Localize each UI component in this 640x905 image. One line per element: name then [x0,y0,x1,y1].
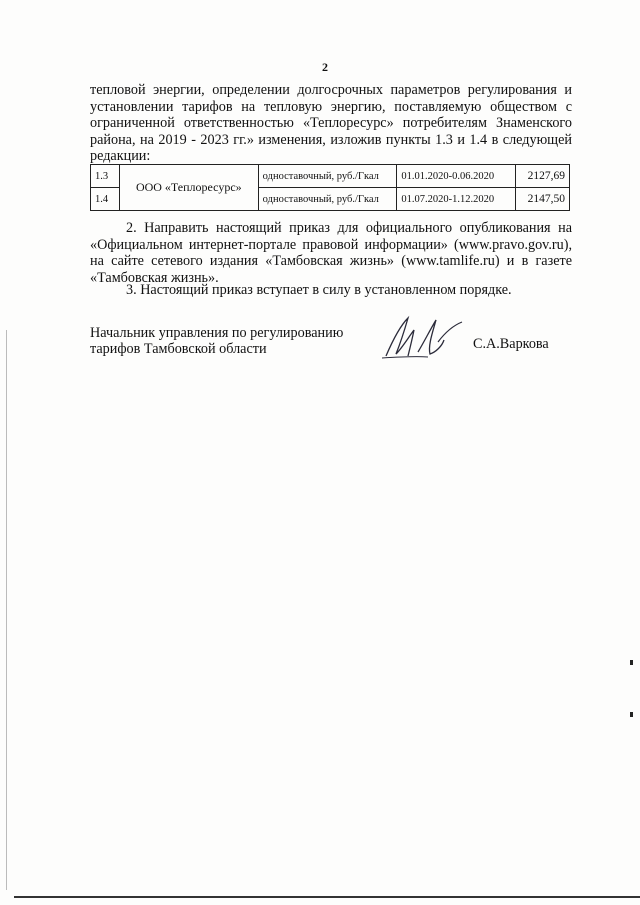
effective-date-paragraph: 3. Настоящий приказ вступает в силу в установленном порядке. [126,282,512,298]
scan-artifact [630,712,633,717]
signer-name: С.А.Варкова [473,336,549,352]
row-number-cell: 1.4 [91,188,120,211]
intro-paragraph: тепловой энергии, определении долгосрочных параметров регулирования и установлении тарифов на тепловую энергию, поставляемую обществом с ограниченной ответственностью «Теплоресурс» потребителям Знаменского района, на 2019 - 2023 гг.» изменения, изложив пункты 1.3 и 1.4 в следующей редакции: [90,82,572,165]
handwritten-signature [378,312,470,362]
scan-artifact [630,660,633,665]
tariff-table [90,164,570,211]
scan-bottom-edge [14,896,640,898]
signer-title-line-2: тарифов Тамбовской области [90,341,267,357]
tariff-value-cell: 2127,69 [516,165,570,188]
signer-title-line-1: Начальник управления по регулированию [90,325,344,341]
tariff-type-cell: одноставочный, руб./Гкал [258,165,397,188]
tariff-value-cell: 2147,50 [516,188,570,211]
scan-edge-line [6,330,7,890]
page-number: 2 [322,60,328,74]
period-cell: 01.01.2020-0.06.2020 [397,165,516,188]
period-cell: 01.07.2020-1.12.2020 [397,188,516,211]
signer-title [90,325,343,357]
organization-cell: ООО «Теплоресурс» [119,165,258,211]
table-row [91,165,570,188]
tariff-type-cell: одноставочный, руб./Гкал [258,188,397,211]
publication-paragraph: 2. Направить настоящий приказ для официального опубликования на «Официальном интернет-портале правовой информации» (www.pravo.gov.ru), на сайте сетевого издания «Тамбовская жизнь» (www.tamlife.ru) и в газете «Тамбовская жизнь». [90,220,572,286]
row-number-cell: 1.3 [91,165,120,188]
